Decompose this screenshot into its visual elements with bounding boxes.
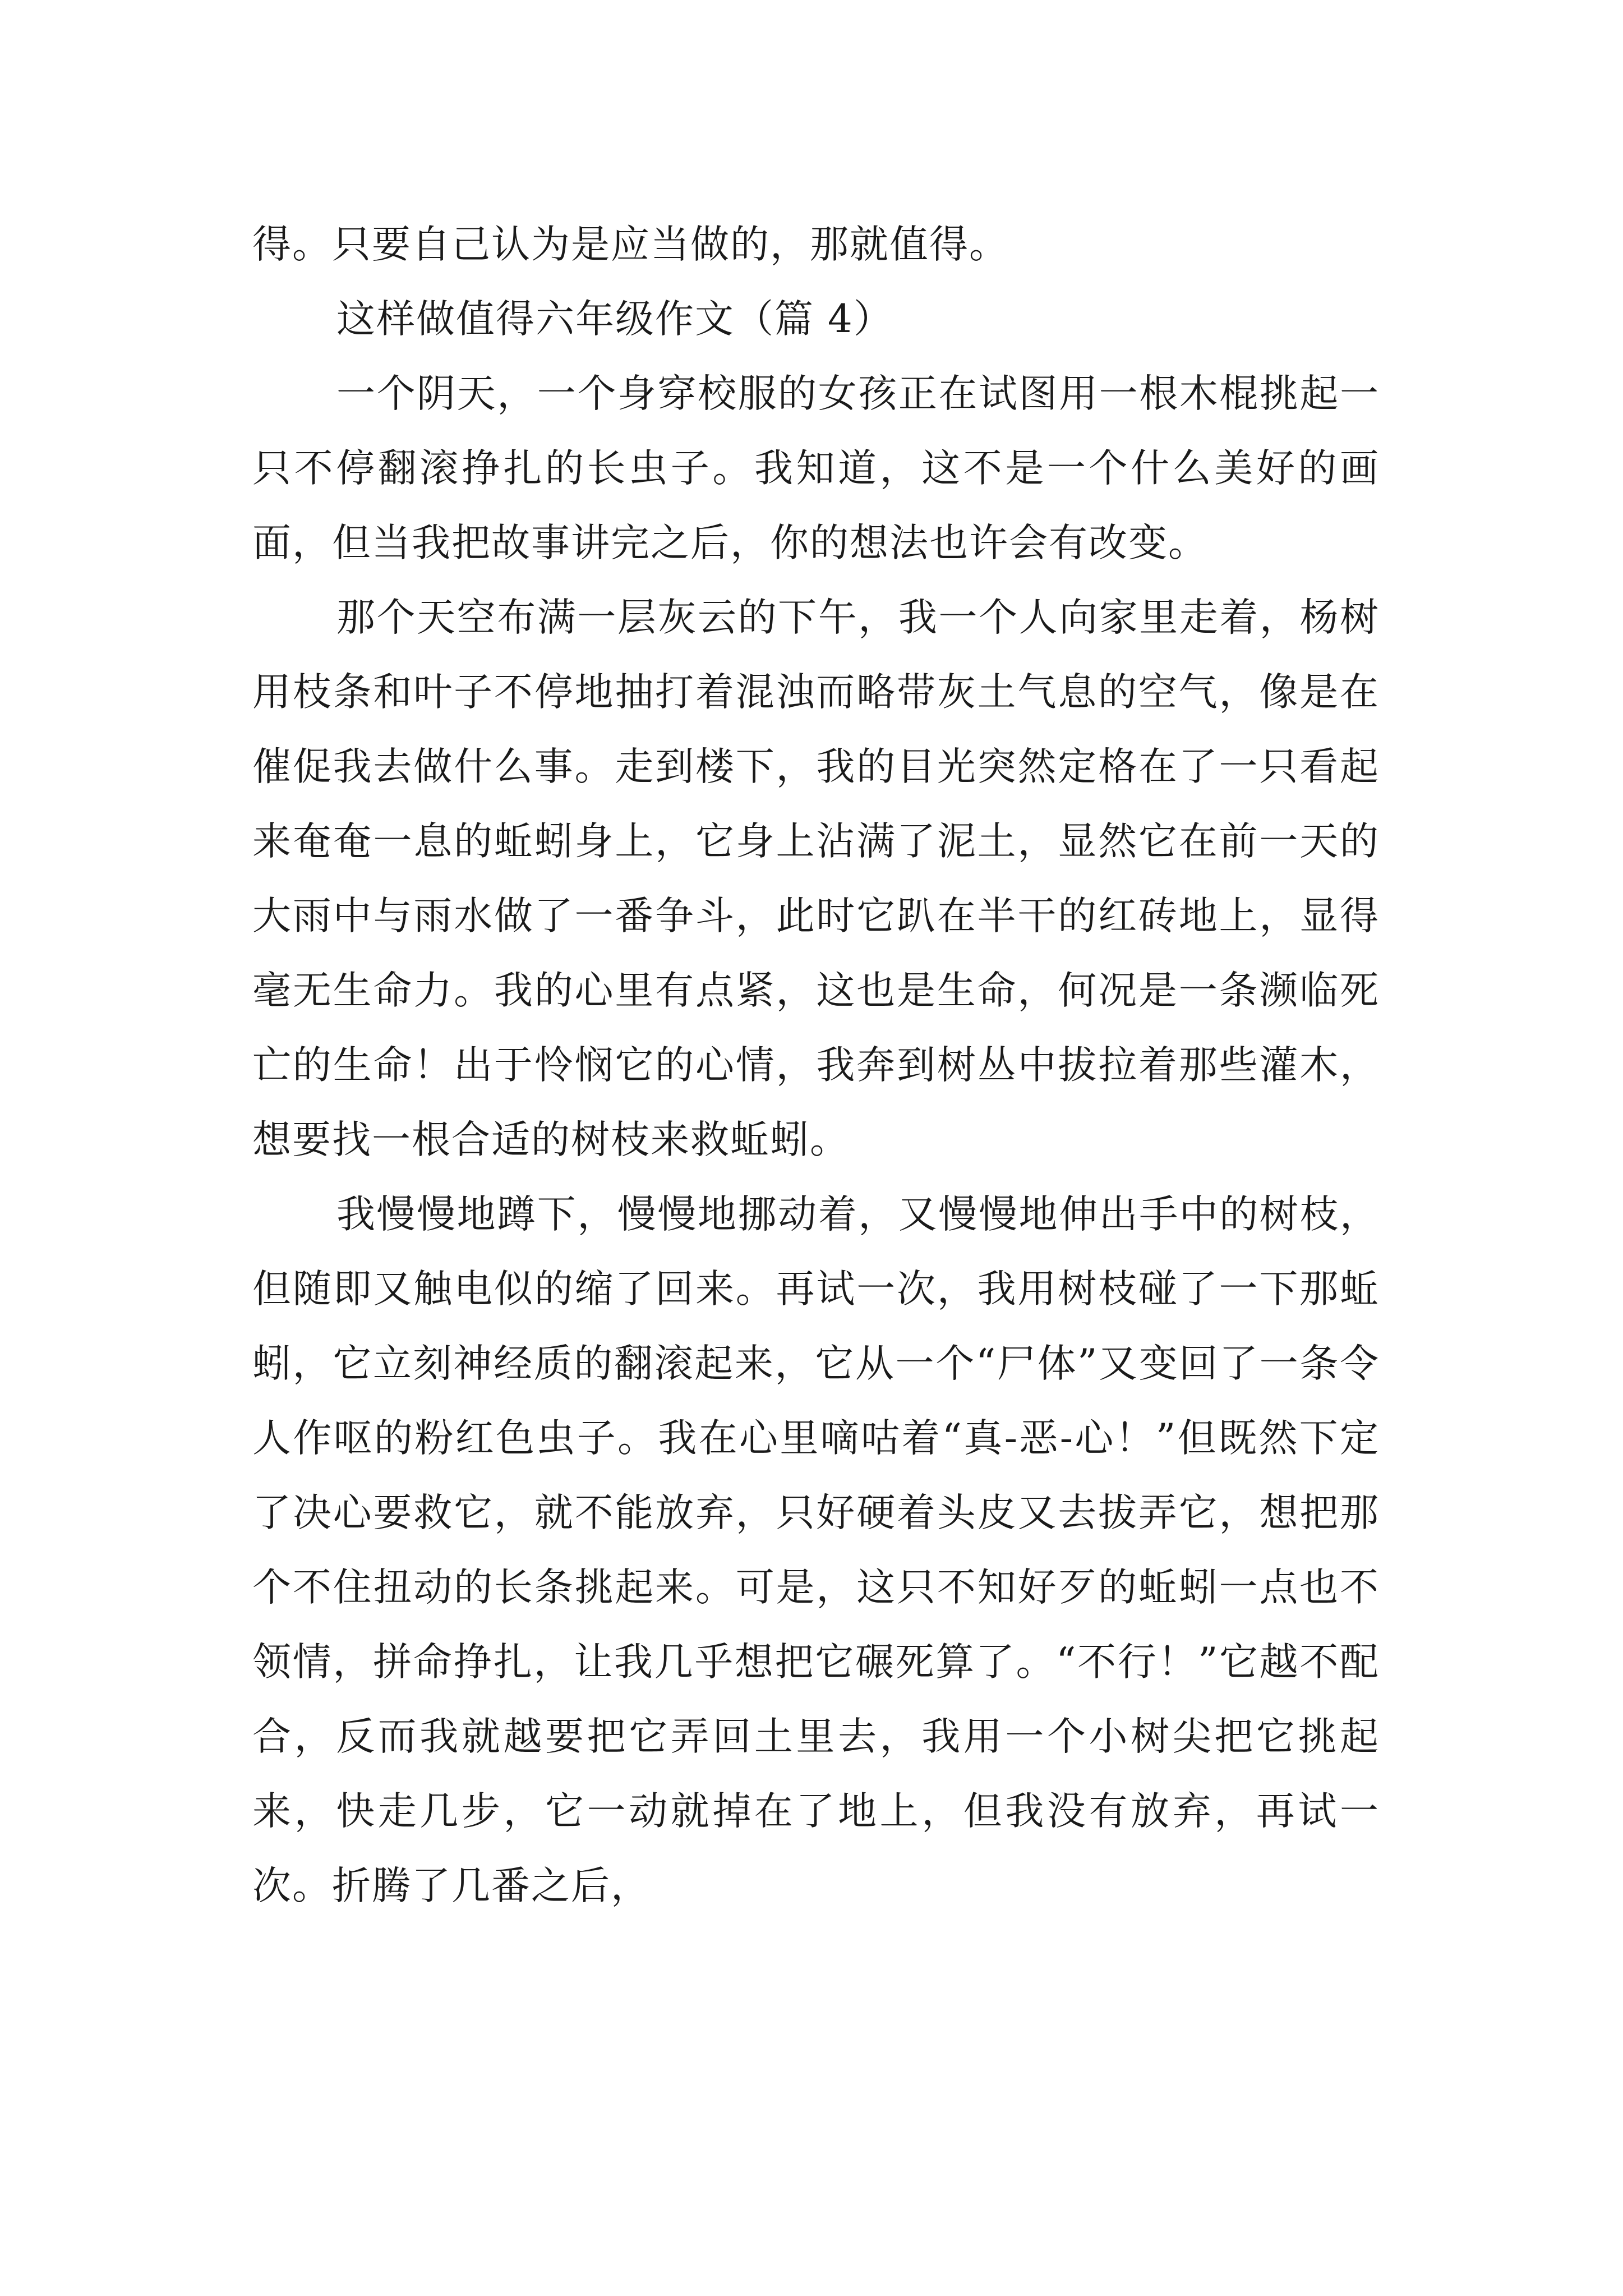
opening-line: 得。只要自己认为是应当做的，那就值得。 bbox=[252, 222, 1009, 267]
paragraph-3: 我慢慢地蹲下，慢慢地挪动着，又慢慢地伸出手中的树枝，但随即又触电似的缩了回来。再试一次，我用树枝碰了一下那蚯蚓，它立刻神经质的翻滚起来，它从一个“尸体”又变回了一条令人作呕的粉红色虫子。我在心里嘀咕着“真-恶-心！”但既然下定了决心要救它，就不能放弃，只好硬着头皮又去拔弄它，想把那个不住扭动的长条挑起来。可是，这只不知好歹的蚯蚓一点也不领情，拼命挣扎，让我几乎想把它碾死算了。“不行！”它越不配合，反而我就越要把它弄回土里去，我用一个小树尖把它挑起来，快走几步，它一动就掉在了地上，但我没有放弃，再试一次。折腾了几番之后， bbox=[252, 1192, 1380, 1908]
paragraph-2: 那个天空布满一层灰云的下午，我一个人向家里走着，杨树用枝条和叶子不停地抽打着混浊而略带灰土气息的空气，像是在催促我去做什么事。走到楼下，我的目光突然定格在了一只看起来奄奄一息的蚯蚓身上，它身上沾满了泥土，显然它在前一天的大雨中与雨水做了一番争斗，此时它趴在半干的红砖地上，显得毫无生命力。我的心里有点紧，这也是生命，何况是一条濒临死亡的生命！出于怜悯它的心情，我奔到树丛中拔拉着那些灌木，想要找一根合适的树枝来救蚯蚓。 bbox=[252, 595, 1380, 1162]
document-body bbox=[252, 208, 1380, 1924]
essay-heading: 这样做值得六年级作文（篇 4） bbox=[336, 297, 893, 342]
paragraph-1: 一个阴天，一个身穿校服的女孩正在试图用一根木棍挑起一只不停翻滚挣扎的长虫子。我知道，这不是一个什么美好的画面，但当我把故事讲完之后，你的想法也许会有改变。 bbox=[252, 371, 1380, 565]
